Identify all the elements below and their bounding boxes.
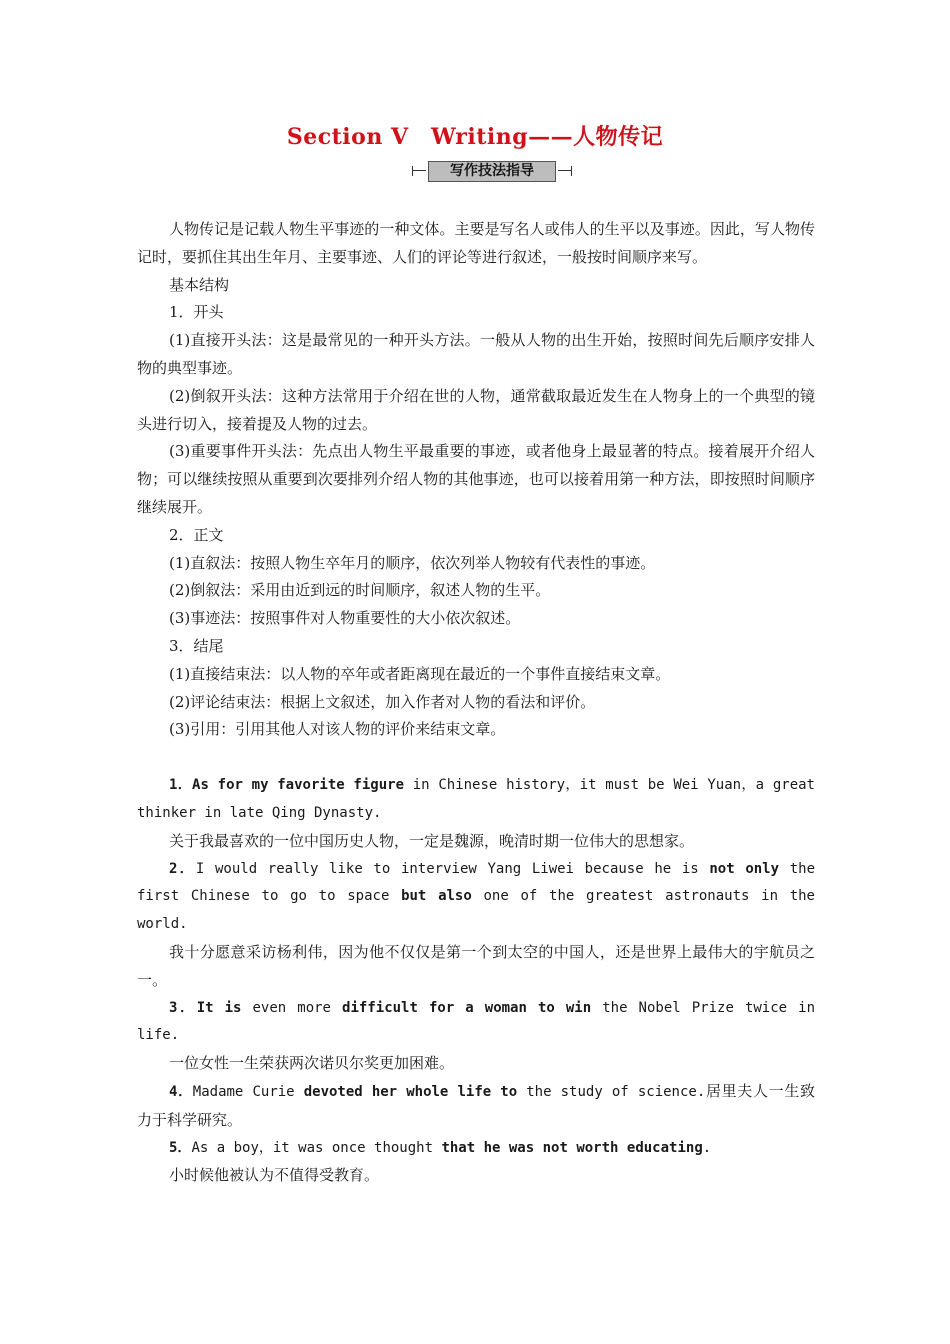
- example-sentence-2: 2．I would really like to interview Yang Liwei because he is not only the first Chinese to go to space but also one of the greatest astronauts in the world.: [137, 860, 815, 933]
- example-sentence-5: 5．As a boy，it was once thought that he was not worth educating.: [169, 1139, 712, 1156]
- document-body: [137, 216, 815, 1190]
- section-2-title: 2．正文: [169, 525, 224, 544]
- section-2-item: (1)直叙法：按照人物生卒年月的顺序，依次列举人物较有代表性的事迹。: [169, 553, 656, 572]
- example-translation-2: 我十分愿意采访杨利伟，因为他不仅仅是第一个到太空的中国人，还是世界上最伟大的宇航员之一。: [137, 942, 815, 989]
- section-1-title: 1．开头: [169, 303, 224, 322]
- example-translation-1: 关于我最喜欢的一位中国历史人物，一定是魏源，晚清时期一位伟大的思想家。: [169, 831, 695, 850]
- banner-label: 写作技法指导: [428, 161, 556, 182]
- section-3-title: 3．结尾: [169, 636, 224, 655]
- page-title: Section Ⅴ Writing——人物传记: [286, 124, 664, 150]
- structure-heading: 基本结构: [169, 275, 230, 294]
- example-sentence-4: 4．Madame Curie devoted her whole life to the study of science.居里夫人一生致力于科学研究。: [137, 1081, 816, 1129]
- section-3-item: (2)评论结束法：根据上文叙述，加入作者对人物的看法和评价。: [169, 692, 596, 711]
- section-banner: [412, 160, 572, 182]
- example-translation-5: 小时候他被认为不值得受教育。: [169, 1166, 380, 1185]
- example-translation-3: 一位女性一生荣获两次诺贝尔奖更加困难。: [169, 1054, 455, 1073]
- section-2-item: (2)倒叙法：采用由近到远的时间顺序，叙述人物的生平。: [169, 581, 551, 600]
- section-1-item: (3)重要事件开头法：先点出人物生平最重要的事迹，或者他身上最显著的特点。接着展开介绍人物；可以继续按照从重要到次要排列介绍人物的其他事迹，也可以接着用第一种方法，即按照时间顺序继续展开。: [137, 442, 815, 516]
- section-3-item: (1)直接结束法：以人物的卒年或者距离现在最近的一个事件直接结束文章。: [169, 664, 671, 683]
- section-2-item: (3)事迹法：按照事件对人物重要性的大小依次叙述。: [169, 609, 521, 628]
- intro-paragraph: 人物传记是记载人物生平事迹的一种文体。主要是写名人或伟人的生平以及事迹。因此，写人物传记时，要抓住其出生年月、主要事迹、人们的评论等进行叙述，一般按时间顺序来写。: [137, 220, 815, 266]
- section-1-item: (2)倒叙开头法：这种方法常用于介绍在世的人物，通常截取最近发生在人物身上的一个典型的镜头进行切入，接着提及人物的过去。: [137, 386, 815, 433]
- section-1-item: (1)直接开头法：这是最常见的一种开头方法。一般从人物的出生开始，按照时间先后顺序安排人物的典型事迹。: [137, 331, 815, 377]
- example-sentence-3: 3．It is even more difficult for a woman to win the Nobel Prize twice in life.: [137, 999, 815, 1044]
- section-3-item: (3)引用：引用其他人对该人物的评价来结束文章。: [169, 720, 506, 739]
- example-translation-4: 居里夫人一生致力于科学研究。: [137, 1081, 816, 1129]
- example-sentence-1: 1．As for my favorite figure in Chinese history，it must be Wei Yuan，a great thinker in late Qing Dynasty.: [137, 777, 815, 821]
